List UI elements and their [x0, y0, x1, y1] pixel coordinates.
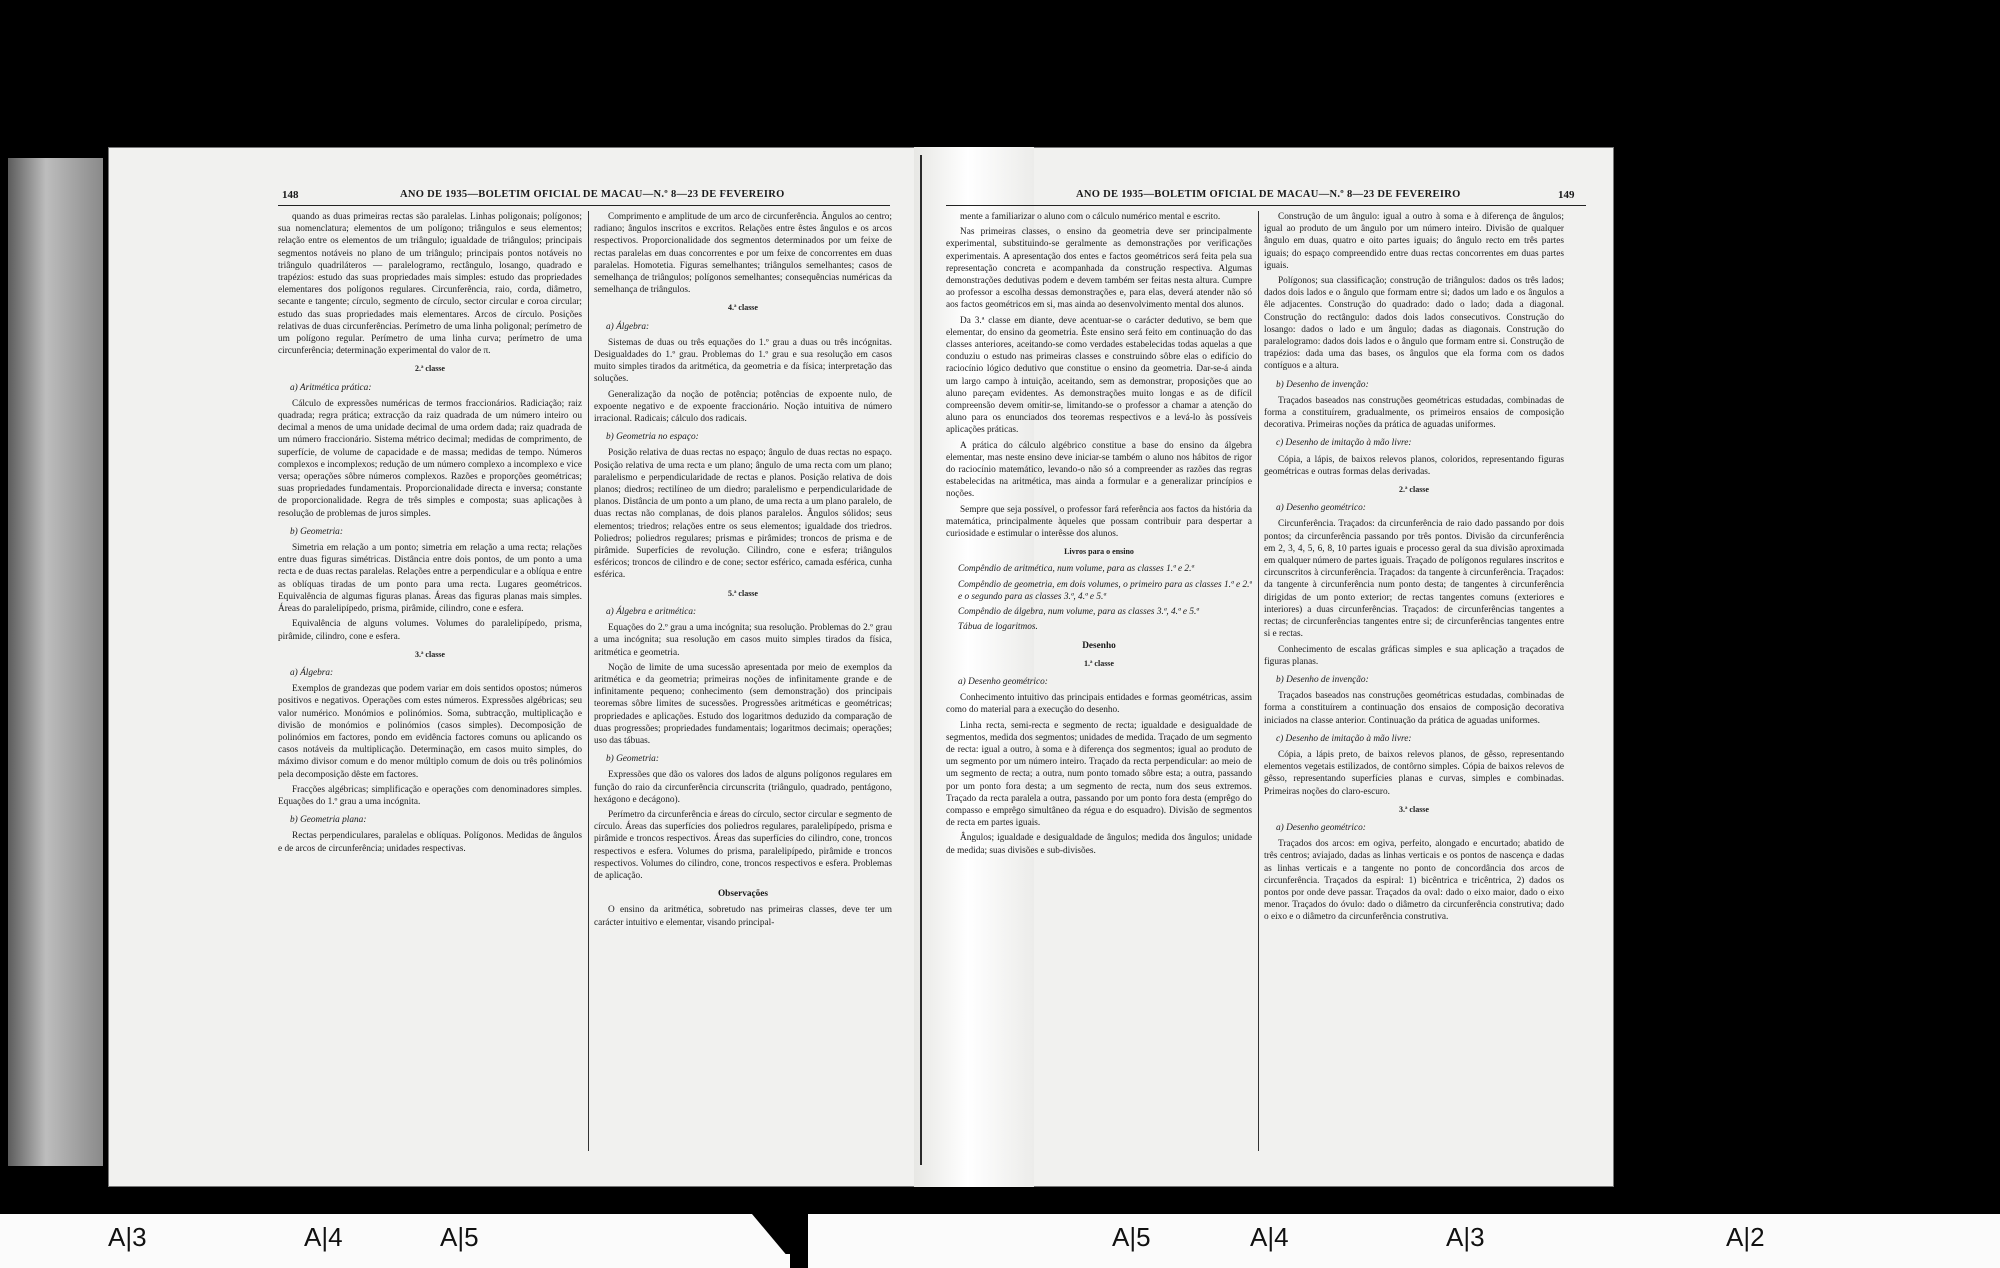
subsection-heading: b) Desenho de invenção: [1276, 674, 1369, 685]
page-number: 149 [1558, 189, 1575, 201]
paragraph: Posição relativa de duas rectas no espaço; ângulo de duas rectas no espaço. Posição relativa de uma recta e um plano; ângulo de uma recta com um plano; paralelismo e perpendicularidade de rectas e planos. Posição relativa de dois planos; diedros; rectilíneo de um diedro; paralelismo e perpendicularidade de planos. Distância de um ponto a um plano, de uma recta a um plano paralelo, de duas rectas não complanas, de dois planos paralelos. Ângulos sólidos; seus elementos; triedros; relações entre os seus elementos; igualdade dos triedros. Poliedros; poliedros regulares; prismas e pirâmides; troncos de prisma e de pirâmide. Superfícies de revolução. Cilindro, cone e esfera; triângulos esféricos; troncos de cilindro e de cone; sector esférico, camada esférica, cunha esférica. [594, 448, 892, 581]
paragraph: Noção de limite de uma sucessão apresentada por meio de exemplos da aritmética e da geometria; primeiras noções de infinitamente grande e de infinitamente pequeno; conhecimento (sem demonstração) dos principais teoremas sôbre limites de sucessões. Progressões aritméticas e geométricas; propriedades e aplicações. Estudo dos logaritmos deduzido da comparação de duas progressões; propriedades fundamentais; logaritmos decimais; operações; uso das tábuas. [594, 662, 892, 746]
document-spread [108, 147, 1614, 1187]
text-column-4 [1264, 211, 1564, 1171]
right-page [946, 147, 1606, 1187]
subsection-heading: b) Geometria: [290, 526, 343, 537]
section-heading: 3.ª classe [1399, 804, 1429, 814]
paragraph: Construção de um ângulo: igual a outro à soma e à diferença de ângulos; igual ao produto de um ângulo por um número inteiro. Divisão de qualquer ângulo em duas, quatro e oito partes iguais; do ângulo recto em três partes iguais; do espaço compreendido entre duas rectas concorrentes em duas partes iguais. [1264, 212, 1564, 271]
film-strip [0, 1214, 2000, 1268]
subsection-heading: a) Aritmética prática: [290, 382, 372, 393]
paragraph: Simetria em relação a um ponto; simetria em relação a uma recta; relações entre duas figuras simétricas. Distância entre dois pontos, de um ponto a uma recta e de duas rectas paralelas. Relações entre a perpendicular e a oblíqua e entre as oblíquas tiradas de um ponto para uma recta. Lugares geométricos. Equivalência de algumas figuras planas. Áreas das figuras planas mais simples. Áreas do paralelipípedo, prisma, pirâmide, cilindro, cone e esfera. [278, 543, 582, 615]
paragraph: Sistemas de duas ou três equações do 1.º grau a duas ou três incógnitas. Desigualdades do 1.º grau. Problemas do 1.º grau e sua resolução em casos muito simples tirados da aritmética, da geometria e da física; interpretação das soluções. [594, 337, 892, 385]
paragraph: Cálculo de expressões numéricas de termos fraccionários. Radiciação; raiz quadrada; regra prática; extracção da raiz quadrada de um número inteiro ou decimal a menos de uma unidade decimal de uma ordem dada; raiz quadrada de um número fraccionário. Sistema métrico decimal; medidas de comprimento, de superfície, de volume de capacidade e de massa; medidas de tempo. Números complexos e incomplexos; redução de um número complexo a incomplexo e vice versa; operações sôbre números complexos. Razões e proporções geométricas; suas propriedades fundamentais. Proporcionalidade directa e inversa; constante de proporcionalidade. Regra de três simples e composta; suas aplicações à resolução de problemas de juros simples. [278, 398, 582, 519]
header-rule [946, 205, 1586, 206]
paragraph: Ângulos; igualdade e desigualdade de ângulos; medida dos ângulos; unidade de medida; suas divisões e sub-divisões. [946, 833, 1252, 856]
paragraph: Exemplos de grandezas que podem variar em dois sentidos opostos; números positivos e negativos. Operações com estes números. Expressões algébricas; seu valor numérico. Monómios e polinómios. Soma, subtracção, multiplicação e divisão de monómios e polinómios (casos simples). Decomposição de polinómios em factores, pondo em evidência factores comuns ou aplicando os casos notáveis da multiplicação. Determinação, em casos muito simples, do máximo divisor comum e do menor múltiplo comum de dois ou três polinómios pela decomposição dêste em factores. [278, 684, 582, 780]
page-fold-line [920, 155, 922, 1165]
section-heading: 2.ª classe [1399, 485, 1429, 495]
film-target-mark: A|3 [108, 1222, 147, 1252]
film-notch [790, 1214, 808, 1268]
paragraph: Polígonos; sua classificação; construção de triângulos: dados os três lados; dados dois lados e o ângulo que formam entre si; dados um lado e os ângulos a êle adjacentes. Construção do quadrado: dado o lado; dada a diagonal. Construção do rectângulo: dados dois lados consecutivos. Construção do losango: dados o lado e um ângulo; dadas as diagonais. Construção do paralelogramo: dados dois lados e o ângulo que formam entre si. Construção de trapézios: dada uma das bases, os ângulos que ela forma com os dados contíguos e a altura. [1264, 276, 1564, 372]
text-column-1 [278, 211, 582, 1171]
paragraph: Comprimento e amplitude de um arco de circunferência. Ângulos ao centro; radiano; ângulos inscritos e excritos. Relações entre êstes ângulos e os arcos respectivos. Proporcionalidade dos segmentos determinados por um feixe de rectas paralelas em duas concorrentes e por um feixe de concorrentes em duas paralelas. Homotetia. Figuras semelhantes; triângulos semelhantes; casos de semelhança de triângulos; polígonos semelhantes; consequências numéricas da semelhança de triângulos. [594, 212, 892, 296]
book-entry: Compêndio de geometria, em dois volumes, o primeiro para as classes 1.ª e 2.ª e o segundo para as classes 3.ª, 4.ª e 5.ª [958, 579, 1252, 602]
subsection-heading: b) Geometria: [606, 754, 659, 765]
paragraph: Equações do 2.º grau a uma incógnita; sua resolução. Problemas do 2.º grau a uma incógnita; sua resolução em casos muito simples tirados da física, aritmética e geometria. [594, 623, 892, 658]
paragraph: Cópia, a lápis, de baixos relevos planos, coloridos, representando figuras geométricas e outras formas delas derivadas. [1264, 454, 1564, 477]
section-heading: 2.ª classe [415, 364, 445, 374]
paragraph: Traçados dos arcos: em ogiva, perfeito, alongado e encurtado; abatido de três centros; aviajado, dadas as linhas verticais e os pontos de nascença e dadas as linhas verticais e a tangente no ponto de concordância dos arcos de circunferência. Traçados da espiral: 1) bicêntrica e tricêntrica, 2) dados os pontos por onde deve passar. Traçados da oval: dado o eixo maior, dado o eixo menor. Traçados do óvulo: dado o diâmetro da circunferência construtiva; dado o eixo e o diâmetro da circunferência construtiva. [1264, 839, 1564, 923]
subsection-heading: a) Álgebra: [606, 321, 650, 332]
subsection-heading: b) Geometria no espaço: [606, 432, 699, 443]
subsection-heading: b) Desenho de invenção: [1276, 379, 1369, 390]
film-target-mark: A|2 [1726, 1222, 1765, 1252]
film-target-mark: A|4 [304, 1222, 343, 1252]
film-edge-left [8, 158, 103, 1166]
section-heading: 5.ª classe [728, 588, 758, 598]
book-entry: Compêndio de aritmética, num volume, para as classes 1.ª e 2.ª [958, 564, 1194, 575]
film-target-mark: A|3 [1446, 1222, 1485, 1252]
paragraph: Equivalência de alguns volumes. Volumes do paralelipípedo, prisma, pirâmide, cilindro, cone e esfera. [278, 619, 582, 642]
section-heading: Observações [717, 889, 769, 900]
subsection-heading: a) Desenho geométrico: [1276, 503, 1366, 514]
paragraph: Da 3.ª classe em diante, deve acentuar-se o carácter dedutivo, se bem que elementar, do ensino da geometria. Êste ensino será feito em continuação do das classes anteriores, aceitando-se como verdades estabelecidas todas aquelas a que conduziu o estudo nas primeiras classes e construindo sôbre elas o edifício do raciocínio lógico dedutivo que constitue o ensino da geometria. Dar-se-á ainda um largo campo à intuição, aceitando, sem as demonstrar, proposições que ao aluno pareçam evidentes. As demonstrações muito longas e as de difícil compreensão devem omitir-se, limitando-se o professor a chamar a atenção do aluno para os enunciados dos teoremas respectivos e a levá-lo às possíveis aplicações práticas. [946, 315, 1252, 436]
book-entry: Tábua de logaritmos. [958, 622, 1038, 633]
paragraph: Cópia, a lápis preto, de baixos relevos planos, de gêsso, representando elementos vegetais estilizados, de contôrno simples. Cópia de baixos relevos de gêsso, representando superfícies planas e curvas, simples e combinadas. Primeiras noções do claro-escuro. [1264, 749, 1564, 797]
left-page [108, 147, 898, 1187]
section-heading: 3.ª classe [415, 649, 445, 659]
film-target-mark: A|4 [1250, 1222, 1289, 1252]
paragraph: Generalização da noção de potência; potências de expoente nulo, de expoente negativo e de expoente fraccionário. Noção intuitiva de número irracional. Radicais; cálculo dos radicais. [594, 389, 892, 425]
paragraph: Nas primeiras classes, o ensino da geometria deve ser principalmente experimental, substituindo-se geralmente as demonstrações por verificações experimentais. A apresentação dos entes e factos geométricos será feita pela sua representação concreta e acompanhada da construção respectiva. Algumas demonstrações dedutivas podem e devem também ser feitas nesta altura. Cumpre ao professor a escolha dessas demonstrações e, para elas, deverá atender não só aos factos geométricos em si, mas ainda ao desenvolvimento mental dos alunos. [946, 227, 1252, 311]
paragraph: Linha recta, semi-recta e segmento de recta; igualdade e desigualdade de segmentos, medida dos segmentos; unidades de medida. Traçado de um segmento de recta: igual a outro, à soma e à diferença dos segmentos; igual ao produto de um segmento por um número inteiro. Traçado da recta perpendicular: ao meio de um segmento de recta; a outra, num ponto tomado sôbre esta; a outra, passando por um ponto fora desta; a um segmento de recta, num dos seus extremos. Traçado da recta paralela a outra, passando por um ponto fora desta (emprêgo do compasso e emprêgo simultâneo da régua e do esquadro). Divisão de segmentos de recta em partes iguais. [946, 720, 1252, 829]
subsection-heading: a) Desenho geométrico: [958, 676, 1048, 687]
paragraph: Expressões que dão os valores dos lados de alguns polígonos regulares em função do raio da circunferência circunscrita (triângulo, quadrado, pentágono, hexágono e decágono). [594, 770, 892, 805]
section-heading: Desenho [1082, 640, 1116, 651]
section-heading: Livros para o ensino [1064, 547, 1134, 557]
paragraph: mente a familiarizar o aluno com o cálculo numérico mental e escrito. [960, 212, 1221, 222]
paragraph: O ensino da aritmética, sobretudo nas primeiras classes, deve ter um carácter intuitivo e elementar, visando principal- [594, 905, 892, 928]
page-number: 148 [282, 189, 299, 201]
paragraph: Circunferência. Traçados: da circunferência de raio dado passando por dois pontos; da circunferência passando por três pontos. Divisão da circunferência em 2, 3, 4, 5, 6, 8, 10 partes iguais e processo geral da sua divisão aproximada em qualquer número de partes iguais. Traçado de polígonos regulares inscritos e circunscritos à circunferência. Traçados: da tangente à circunferência. Traçados: da tangente à circunferência num ponto desta; de tangentes à circunferência dirigidas de um ponto exterior; de rectas tangentes comuns (exteriores e interiores) a duas circunferências. Traçados: de circunferências tangentes a rectas; de circunferências tangentes entre si; de circunferências tangentes entre si e rectas. [1264, 519, 1564, 640]
section-heading: 4.ª classe [728, 303, 758, 313]
paragraph: Conhecimento intuitivo das principais entidades e formas geométricas, assim como do material para a execução do desenho. [946, 693, 1252, 716]
subsection-heading: a) Álgebra: [290, 667, 334, 678]
page-header: ANO DE 1935—BOLETIM OFICIAL DE MACAU—N.º 8—23 DE FEVEREIRO [400, 189, 785, 200]
film-target-mark: A|5 [1112, 1222, 1151, 1252]
paragraph: Fracções algébricas; simplificação e operações com denominadores simples. Equações do 1.º grau a uma incógnita. [278, 784, 582, 807]
film-target-mark: A|5 [440, 1222, 479, 1252]
paragraph: Sempre que seja possível, o professor fará referência aos factos da história da matemática, principalmente àqueles que possam contribuir para despertar a curiosidade e estimular o interêsse dos alunos. [946, 504, 1252, 540]
subsection-heading: c) Desenho de imitação à mão livre: [1276, 733, 1412, 744]
column-divider [1258, 211, 1259, 1151]
paragraph: Traçados baseados nas construções geométricas estudadas, combinadas de forma a constituírem a continuação dos ensaios de composição decorativa iniciados na classe anterior. Continuação da prática de aguadas uniformes. [1264, 691, 1564, 726]
section-heading: 1.ª classe [1084, 658, 1114, 668]
header-rule [278, 205, 890, 206]
paragraph: Rectas perpendiculares, paralelas e oblíquas. Polígonos. Medidas de ângulos e de arcos de circunferência; unidades respectivas. [278, 831, 582, 854]
subsection-heading: c) Desenho de imitação à mão livre: [1276, 438, 1412, 449]
text-column-3 [946, 211, 1252, 1171]
paragraph: A prática do cálculo algébrico constitue a base do ensino da álgebra elementar, mas neste ensino deve iniciar-se também o aluno nos hábitos de rigor do raciocínio matemático, levando-o não só a compreender as razões das regras estabelecidas na aritmética, mas ainda a formular e a generalizar princípios e noções. [946, 440, 1252, 500]
subsection-heading: a) Álgebra e aritmética: [606, 606, 697, 617]
subsection-heading: b) Geometria plana: [290, 815, 367, 826]
column-divider [588, 211, 589, 1151]
text-column-2 [594, 211, 892, 1171]
paragraph: Perímetro da circunferência e áreas do círculo, sector circular e segmento de círculo. Áreas das superfícies dos poliedros regulares, paralelipípedo, prisma e pirâmide e troncos respectivos. Áreas das superfícies do cilindro, cone, troncos respectivos e esfera. Volumes do prisma, paralelipípedo, pirâmide e troncos respectivos. Volumes do cilindro, cone, troncos respectivos e esfera. Problemas de aplicação. [594, 809, 892, 881]
subsection-heading: a) Desenho geométrico: [1276, 822, 1366, 833]
paragraph: Traçados baseados nas construções geométricas estudadas, combinadas de forma a constituírem, gradualmente, os primeiros ensaios de composição decorativa. Primeiras noções da prática de aguadas uniformes. [1264, 395, 1564, 431]
paragraph: quando as duas primeiras rectas são paralelas. Linhas poligonais; polígonos; sua nomenclatura; elementos de um polígono; triângulos e seus elementos; relação entre os elementos de um triângulo; igualdade de triângulos; principais segmentos notáveis no plano de um triângulo; principais pontos notáveis no triângulo quadriláteros — paralelogramo, rectângulo, losango, quadrado e trapézios: estudo das suas propriedades mais simples: estudo das propriedades elementares dos polígonos regulares. Circunferência, raio, corda, diâmetro, secante e tangente; círculo, segmento de círculo, sector circular e coroa circular; estudo das suas propriedades mais elementares. Arcos de círculo. Posições relativas de duas circunferências. Perímetro de uma linha poligonal; perímetro de um polígono regular. Perímetro de uma linha curva; perímetro de uma circunferência; determinação experimental do valor de π. [278, 212, 582, 357]
page-header: ANO DE 1935—BOLETIM OFICIAL DE MACAU—N.º 8—23 DE FEVEREIRO [1076, 189, 1461, 200]
book-entry: Compêndio de álgebra, num volume, para as classes 3.ª, 4.ª e 5.ª [958, 607, 1199, 618]
paragraph: Conhecimento de escalas gráficas simples e sua aplicação a traçados de figuras planas. [1264, 644, 1564, 667]
